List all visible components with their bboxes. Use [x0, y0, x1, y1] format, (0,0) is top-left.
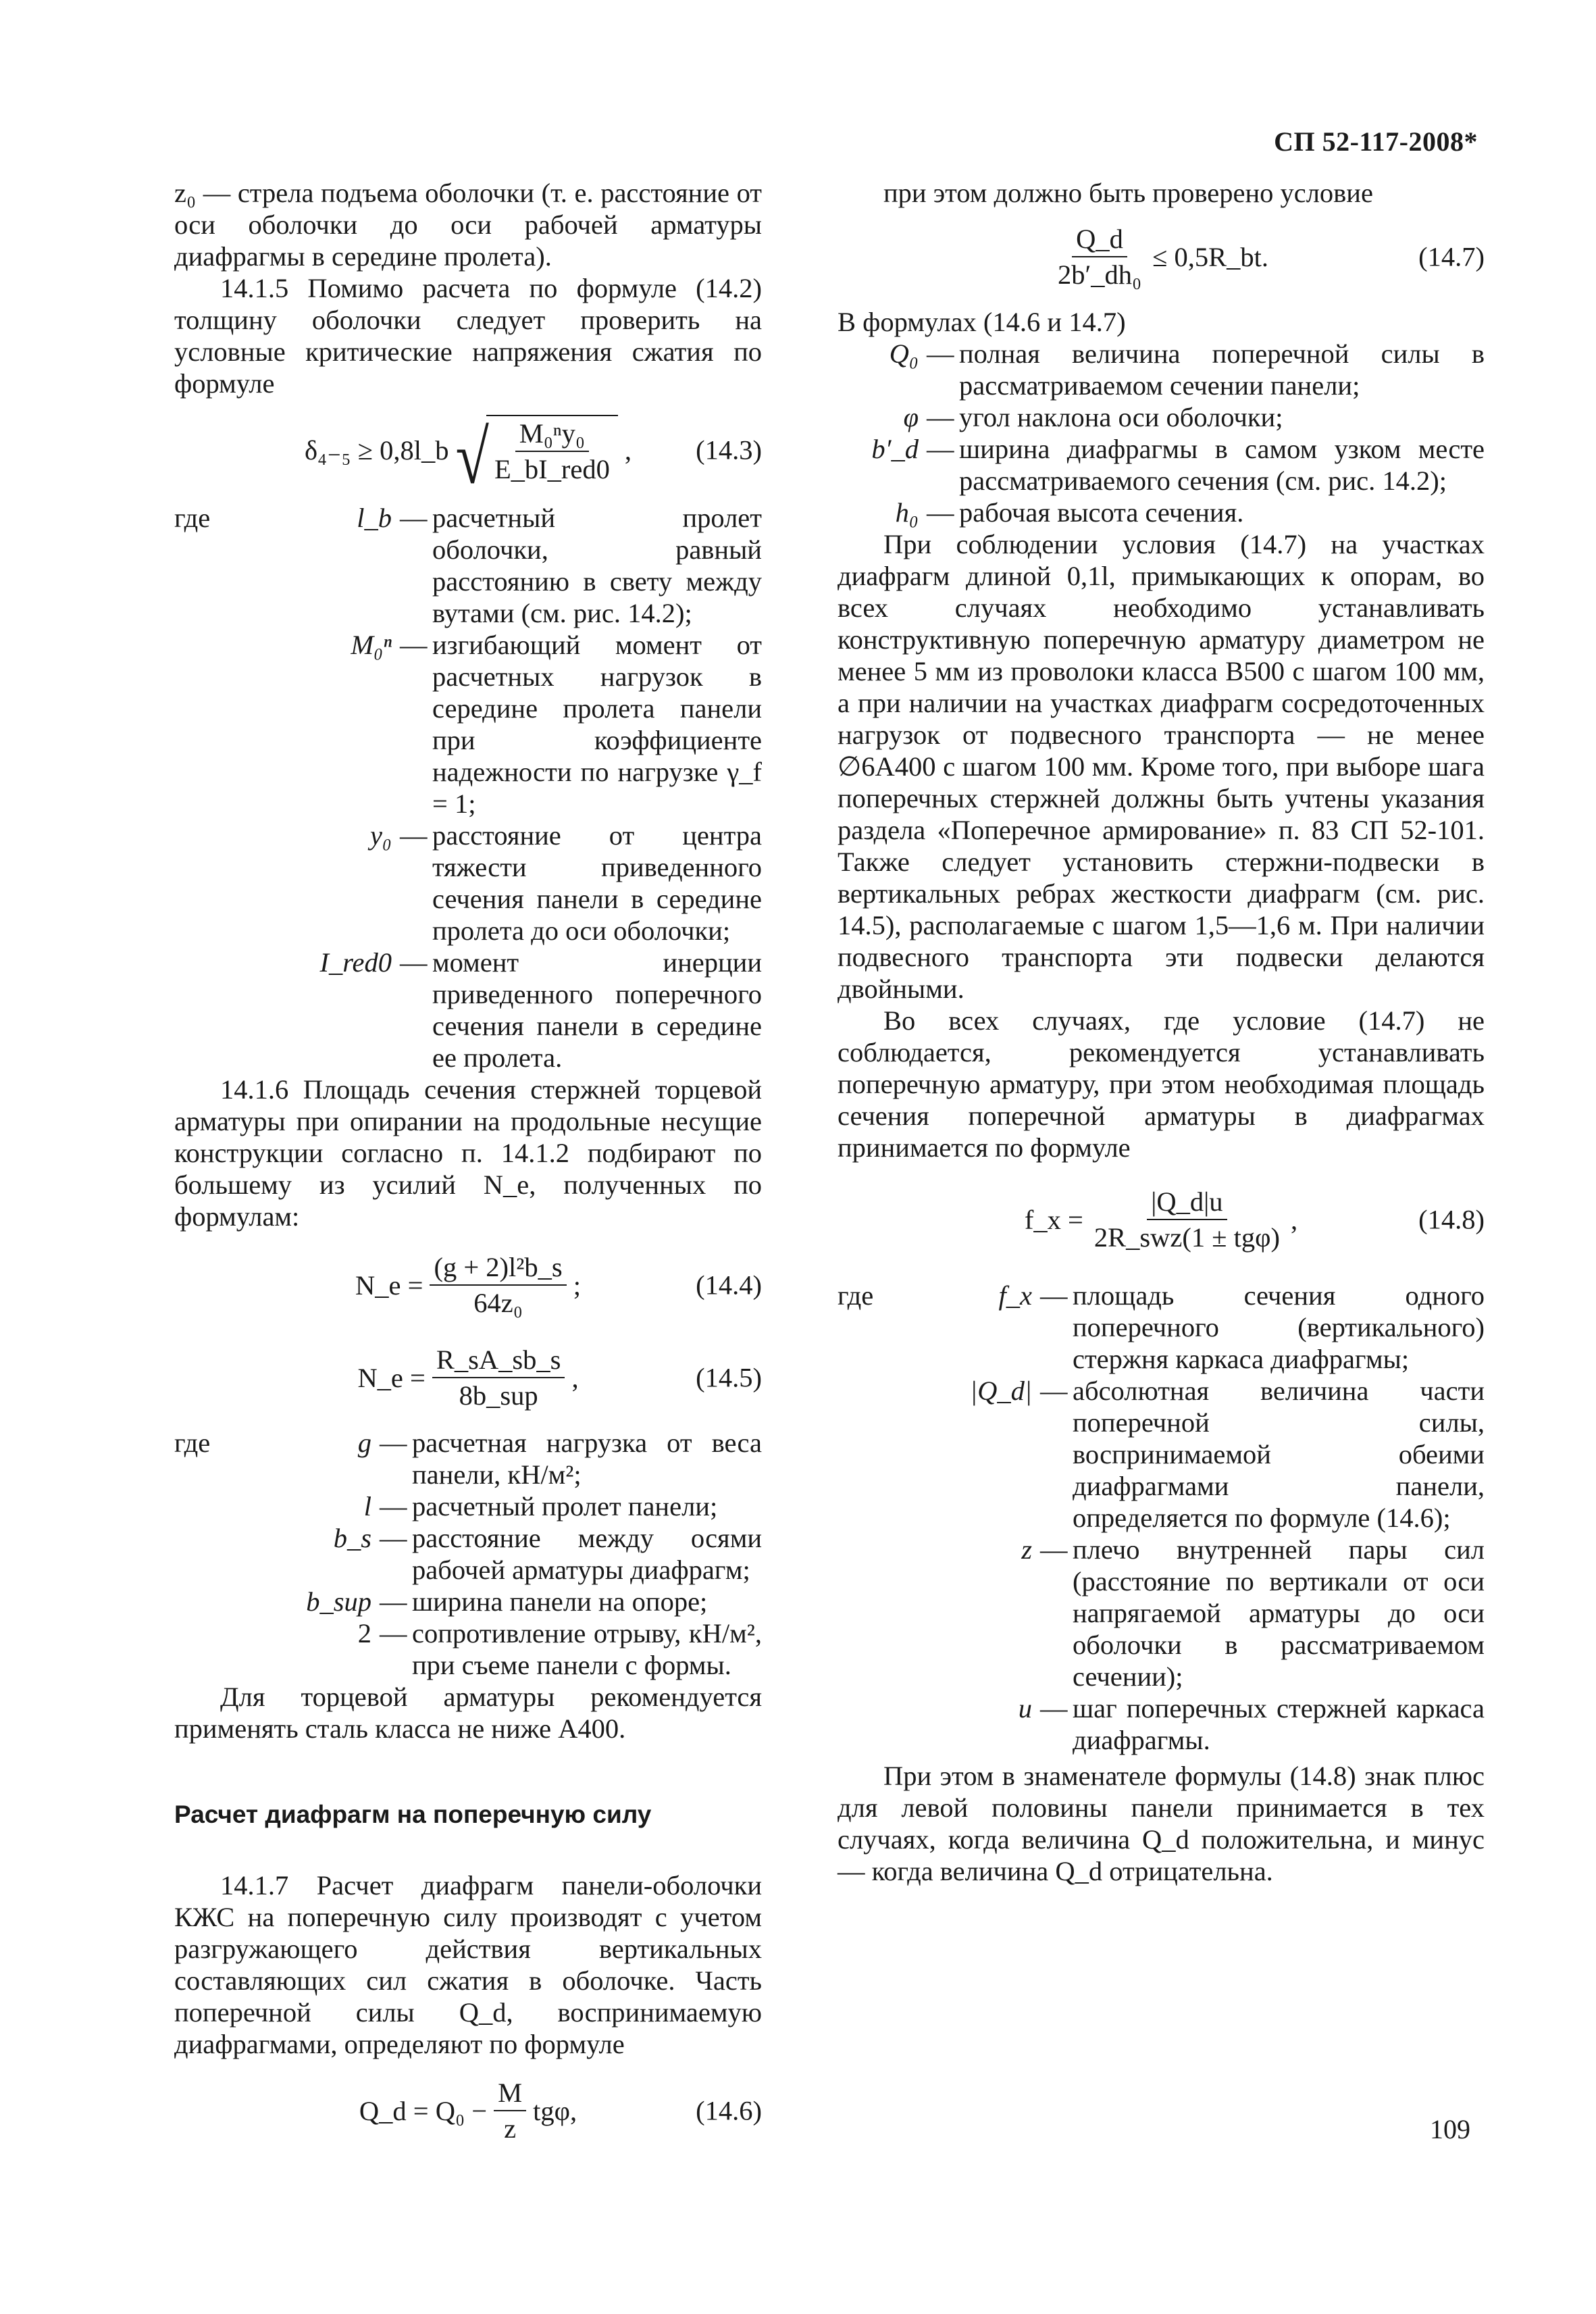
definition-z: плечо внутренней пары сил (расстояние по вертикали от оси напрягаемой арматуры до оси оболочки в рассматриваемом сечении); [1073, 1534, 1485, 1692]
dash: — [400, 503, 428, 533]
dash: — [1040, 1534, 1068, 1565]
definition-q0: полная величина поперечной силы в рассматриваемом сечении панели; [959, 338, 1485, 401]
formula-14-7-numerator: Q_d [1072, 223, 1127, 257]
formula-14-4-lhs: N_e = [355, 1269, 423, 1301]
symbol-y0: y₀ [369, 820, 392, 851]
formula-14-4-tail: ; [573, 1269, 581, 1301]
sqrt-sign: √ $\frac{\text{M₀ⁿy₀}}{\text{E\_bI\_red0}}$ [456, 415, 618, 485]
formula-14-8-numerator: |Q_d|u [1147, 1186, 1227, 1220]
formula-14-4-numerator: (g + 2)l²b_s [430, 1251, 566, 1286]
paragraph-14-1-6: 14.1.6 Площадь сечения стержней торцевой арматуры при опирании на продольные несущие конструкции согласно п. 14.1.2 подбирают по большему из усилий N_e, полученных по формулам: [174, 1074, 762, 1232]
dash: — [927, 434, 954, 464]
definition-m0n: изгибающий момент от расчетных нагрузок в середине пролета панели при коэффициенте надежности по нагрузке γ_f = 1; [432, 630, 762, 819]
symbol-phi: φ [903, 402, 919, 432]
definition-abs-qd: абсолютная величина части поперечной силы, воспринимаемой обеими диафрагмами панели, определяется по формуле (14.6); [1073, 1376, 1485, 1533]
formula-14-6-tail: tgφ, [533, 2095, 577, 2126]
symbol-ired0: I_red0 [319, 947, 392, 978]
formula-14-3-numerator: M₀ⁿy₀ [515, 418, 589, 452]
formula-14-6-number: (14.6) [696, 2095, 762, 2126]
left-column [174, 177, 762, 2155]
definition-h0: рабочая высота сечения. [959, 497, 1244, 528]
dash: — [1040, 1693, 1068, 1724]
formula-14-7 [838, 213, 1485, 301]
paragraph-z0: z₀ — стрела подъема оболочки (т. е. расстояние от оси оболочки до оси рабочей арматуры диафрагмы в середине пролета). [174, 178, 762, 272]
definition-l: расчетный пролет панели; [412, 1491, 718, 1521]
definition-bs: расстояние между осями рабочей арматуры диафрагм; [412, 1523, 762, 1585]
right-column [838, 177, 1485, 1887]
symbol-m0n: M₀ⁿ [351, 630, 392, 660]
formula-14-5-numerator: R_sA_sb_s [432, 1344, 565, 1378]
definition-y0: расстояние от центра тяжести приведенного сечения панели в середине пролета до оси оболочки; [432, 820, 762, 946]
symbol-q0: Q₀ [889, 338, 919, 369]
dash: — [927, 402, 954, 432]
symbol-l: l [363, 1491, 371, 1521]
formula-14-8-tail: , [1290, 1204, 1298, 1235]
symbol-abs-qd: |Q_d| [969, 1376, 1032, 1406]
formula-14-7-number: (14.7) [1418, 241, 1485, 272]
symbol-u: u [1018, 1693, 1032, 1724]
definitions-14-3 [174, 502, 762, 1074]
definition-bsup: ширина панели на опоре; [412, 1586, 708, 1617]
paragraph-sign-rule: При этом в знаменателе формулы (14.8) знак плюс для левой половины панели принимается в тех случаях, когда величина Q_d положительна, и минус — когда величина Q_d отрицательна. [838, 1761, 1485, 1886]
dash: — [400, 820, 428, 851]
formula-14-4-denominator: 64z₀ [473, 1288, 523, 1318]
dash: — [400, 630, 428, 660]
definition-u: шаг поперечных стержней каркаса диафрагмы. [1073, 1693, 1485, 1755]
formula-14-3 [174, 406, 762, 500]
section-heading: Расчет диафрагм на поперечную силу [174, 1801, 652, 1828]
definitions-14-7 [838, 338, 1485, 528]
formula-14-8-lhs: f_x = [1024, 1204, 1083, 1235]
definition-2: сопротивление отрыву, кН/м², при съеме панели с формы. [412, 1618, 762, 1680]
dash: — [380, 1618, 407, 1649]
symbol-bs: b_s [333, 1523, 371, 1553]
paragraph-14-1-7: 14.1.7 Расчет диафрагм панели-оболочки КЖС на поперечную силу производят с учетом разгружающего действия вертикальных составляющих сил сжатия в оболочке. Часть поперечной силы Q_d, воспринимаемую диафрагмами, определяют по формуле [174, 1870, 762, 2059]
definition-lb: расчетный пролет оболочки, равный расстоянию в свету между вутами (см. рис. 14.2); [432, 503, 762, 628]
dash: — [1040, 1280, 1068, 1311]
symbol-lb: l_b [357, 503, 392, 533]
paragraph-14-1-5: 14.1.5 Помимо расчета по формуле (14.2) толщину оболочки следует проверить на условные критические напряжения сжатия по формуле [174, 273, 762, 399]
page-number: 109 [1430, 2114, 1470, 2144]
symbol-bsup: b_sup [306, 1586, 371, 1617]
definition-phi: угол наклона оси оболочки; [959, 402, 1283, 432]
symbol-g: g [357, 1428, 371, 1458]
formula-14-3-tail: , [624, 434, 632, 466]
symbol-h0: h₀ [895, 497, 919, 528]
paragraph-in-formulas: В формулах (14.6 и 14.7) [838, 307, 1126, 337]
definition-ired0: момент инерции приведенного поперечного сечения панели в середине ее пролета. [432, 947, 762, 1073]
formula-14-3-denominator: E_bI_red0 [494, 454, 610, 484]
formula-14-8-denominator: 2R_swz(1 ± tgφ) [1093, 1222, 1280, 1253]
symbol-z: z [1021, 1534, 1032, 1565]
formula-14-6 [174, 2067, 762, 2155]
document-code: СП 52-117-2008* [1274, 126, 1478, 157]
dash: — [927, 338, 954, 369]
formula-14-3-lhs: δ₄₋₅ ≥ 0,8l_b [304, 434, 449, 466]
dash: — [400, 947, 428, 978]
formula-14-6-lhs: Q_d = Q₀ − [359, 2095, 488, 2126]
formula-14-5-denominator: 8b_sup [459, 1380, 538, 1411]
dash: — [380, 1491, 407, 1521]
definition-bd: ширина диафрагмы в самом узком месте рассматриваемого сечения (см. рис. 14.2); [959, 434, 1485, 496]
formula-14-4 [174, 1238, 762, 1332]
formula-14-6-numerator: M [494, 2077, 526, 2111]
symbol-fx: f_x [998, 1280, 1032, 1311]
formula-14-5-lhs: N_e = [357, 1362, 426, 1393]
paragraph-condition-met: При соблюдении условия (14.7) на участках диафрагм длиной 0,1l, примыкающих к опорам, во всех случаях необходимо устанавливать конструктивную поперечную арматуру диаметром не менее 5 мм из проволоки класса В500 с шагом 100 мм, а при наличии на участках диафрагм сосредоточенных нагрузок от подвесного транспорта — не менее ∅6А400 с шагом 100 мм. Кроме того, при выборе шага поперечных стержней должны быть учтены указания раздела «Поперечное армирование» п. 83 СП 52-101. Также следует установить стержни-подвески в вертикальных ребрах жесткости диафрагм (см. рис. 14.5), располагаемые с шагом 1,5—1,6 м. При наличии подвесного транспорта эти подвески делаются двойными. [838, 529, 1485, 1004]
where-label: где [174, 503, 211, 533]
formula-14-8-number: (14.8) [1418, 1204, 1485, 1235]
definitions-14-8 [838, 1280, 1485, 1756]
symbol-2: 2 [357, 1618, 371, 1649]
formula-14-5-number: (14.5) [696, 1362, 762, 1393]
formula-14-5 [174, 1334, 762, 1422]
formula-14-3-number: (14.3) [696, 434, 762, 466]
formula-14-7-tail: ≤ 0,5R_bt. [1152, 241, 1269, 272]
paragraph-condition-not-met: Во всех случаях, где условие (14.7) не соблюдается, рекомендуется устанавливать поперечную арматуру, при этом необходимая площадь сечения поперечной арматуры в диафрагмах принимается по формуле [838, 1005, 1485, 1163]
formula-14-5-tail: , [571, 1362, 579, 1393]
dash: — [927, 497, 954, 528]
dash: — [380, 1523, 407, 1553]
formula-14-8 [838, 1169, 1485, 1270]
paragraph-check-condition: при этом должно быть проверено условие [883, 178, 1373, 208]
where-label: где [174, 1428, 211, 1458]
formula-14-6-denominator: z [504, 2113, 517, 2144]
dash: — [1040, 1376, 1068, 1406]
paragraph-end-reinforcement: Для торцевой арматуры рекомендуется применять сталь класса не ниже А400. [174, 1682, 762, 1744]
where-label: где [838, 1280, 874, 1311]
definition-g: расчетная нагрузка от веса панели, кН/м²; [412, 1428, 762, 1490]
definition-fx: площадь сечения одного поперечного (вертикального) стержня каркаса диафрагмы; [1073, 1280, 1485, 1374]
dash: — [380, 1428, 407, 1458]
symbol-bd: b′_d [871, 434, 919, 464]
formula-14-7-denominator: 2b′_dh₀ [1057, 259, 1142, 290]
dash: — [380, 1586, 407, 1617]
definitions-14-5 [174, 1427, 762, 1681]
formula-14-4-number: (14.4) [696, 1269, 762, 1301]
